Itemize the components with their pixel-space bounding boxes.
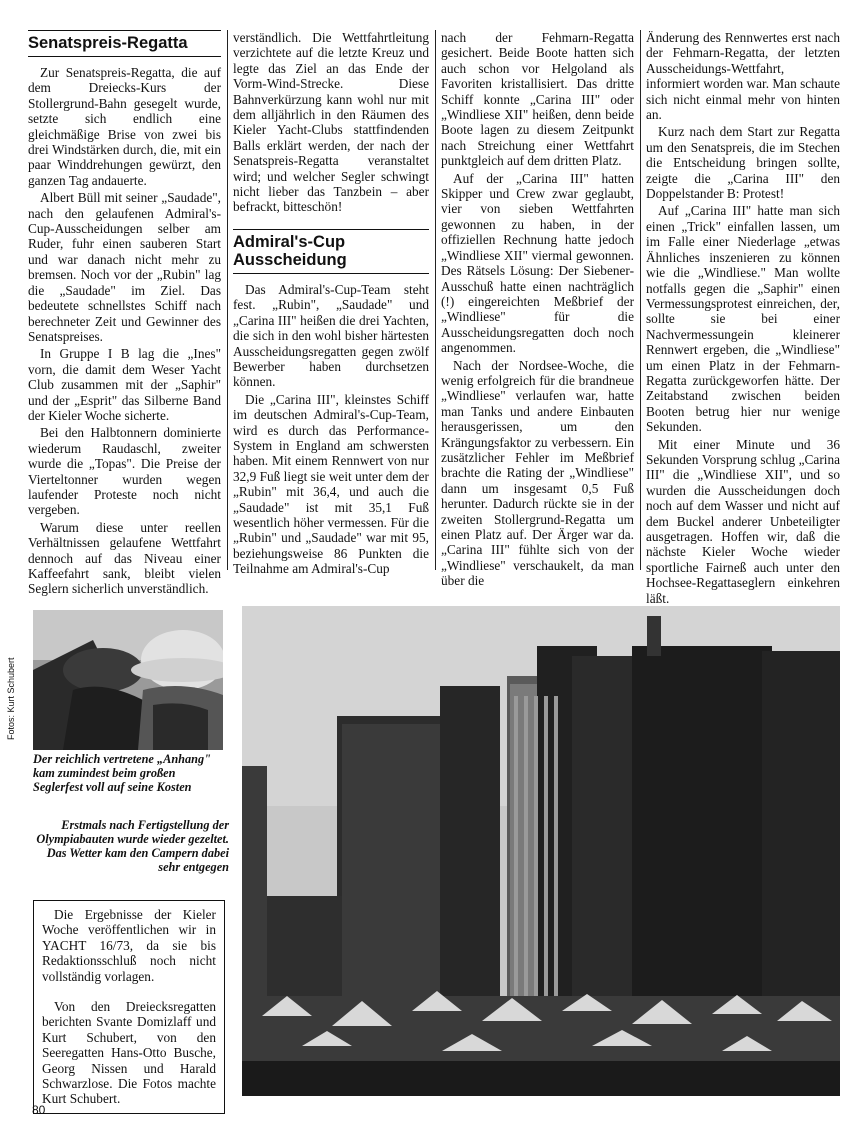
paragraph: Bei den Halbtonnern dominierte wiederum Raudaschl, zweiter wurde die „Topas". Die Preise der Vierteltonner wurden wegen laufender Proteste noch nicht vergeben. — [28, 425, 221, 518]
article-column-4 — [646, 30, 840, 606]
paragraph: Mit einer Minute und 36 Sekunden Vorsprung schlug „Carina III" die „Windliese XII", und so wurden die Ausscheidungen doch noch auf dem Wasser und nicht auf dem Buckel anderer Unbeteiligter ausgetragen. Hoffen wir, daß die nächste Kieler Woche wieder sportliche Fairneß auch unter den Hochsee-Regattaseglern einkehren läßt. — [646, 436, 840, 606]
caption-olympia: Erstmals nach Fertigstellung der Olympiabauten wurde wieder gezeltet. Das Wetter kam den Campern dabei sehr entgegen — [36, 818, 229, 874]
column-divider — [640, 30, 641, 570]
caption-spectators: Der reichlich vertretene „Anhang" kam zumindest beim großen Seglerfest voll auf seine Kosten — [33, 752, 211, 794]
photo-credit: Fotos: Kurt Schubert — [6, 657, 16, 740]
paragraph: Albert Büll mit seiner „Saudade", nach den gelaufenen Admiral's-Cup-Ausscheidungen selber am Ruder, fuhr einen sauberen Start und war danach nicht mehr zu bremsen. Noch vor der „Rubin" lag die „Saudade" im Ziel. Das bedeutete schnellstes Schiff nach berechneter Zeit und Gewinner des Senatspreises. — [28, 190, 221, 344]
paragraph: Die „Carina III", kleinstes Schiff im deutschen Admiral's-Cup-Team, wird es durch das Performance-System in England am schwersten haben. Mit einem Rennwert von nur 32,9 Fuß liegt sie weit unter dem der „Rubin" mit 36,4, und auch die „Saudade" ist mit 35,1 Fuß wesentlich höher vermessen. Für die „Rubin" und „Saudade" war mit 95, beziehungsweise 86 Punkten die Teilnahme am Admiral's-Cup — [233, 391, 429, 577]
info-paragraph: Von den Dreiecksregatten berichten Svante Domizlaff und Kurt Schubert, von den Seeregatten Hans-Otto Busche, Georg Nissen und Harald Schwarzlose. Die Fotos machte Kurt Schubert. — [42, 999, 216, 1107]
info-paragraph: Die Ergebnisse der Kieler Woche veröffentlichen wir in YACHT 16/73, da sie bis Redaktionsschluß noch nicht vollständig vorlagen. — [42, 907, 216, 984]
paragraph: Warum diese unter reellen Verhältnissen gelaufene Wettfahrt dennoch auf das Niveau einer Kaffeefahrt sank, bleibt vielen Seglern sicherlich unverständlich. — [28, 519, 221, 597]
paragraph: Auf der „Carina III" hatten Skipper und Crew zwar geglaubt, vier von sieben Wettfahrten gewonnen zu haben, in der offiziellen Rechnung hatte jedoch „Windliese XII" viermal gewonnen. Des Rätsels Lösung: Der Siebener-Ausschuß hatte einen nachträglich (!) eingereichten Meßbrief der „Windliese" für die Ausscheidungsregatten doch noch angenommen. — [441, 170, 634, 356]
column-divider — [227, 30, 228, 570]
paragraph: Nach der Nordsee-Woche, die wenig erfolgreich für die brandneue „Windliese" verlaufen war, hatte man Tanks und andere Einbauten herausgerissen, um den Krängungsfaktor zu verbessern. Ein zusätzlicher Fehler im Meßbrief brachte die Rating der „Windliese" dann um insgesamt 0,5 Fuß herunter. Dadurch rückte sie in der zweiten Stollergrund-Regatta um einen Platz auf. Der Ärger war da. „Carina III" fühlte sich von der „Windliese" verschaukelt, da man über die — [441, 357, 634, 589]
article-column-3 — [441, 30, 634, 589]
heading-admirals-cup: Admiral's-Cup Ausscheidung — [233, 229, 429, 274]
paragraph: Änderung des Rennwertes erst nach der Fehmarn-Regatta, der letzten Ausscheidungs-Wettfahrt, informiert worden war. Man schaute sich nicht einmal mehr von hinten an. — [646, 30, 840, 123]
paragraph: nach der Fehmarn-Regatta gesichert. Beide Boote hatten sich auch schon vor Helgoland als Favoriten kristallisiert. Das dritte Schiff konnte „Carina III" oder „Windliese XII" heißen, denn beide Boote lagen zu diesem Zeitpunkt nach Streichung einer Wettfahrt punktgleich auf dem dritten Platz. — [441, 30, 634, 169]
article-column-1 — [28, 30, 221, 597]
paragraph: Auf „Carina III" hatte man sich einen „Trick" einfallen lassen, um im Falle einer Niederlage „etwas Ähnliches inszenieren zu können wie die „Windliese." Man wollte notfalls gegen die „Saphir" einen Vermessungsprotest einreichen, der, sollte sie bei einer Nachvermessungein kleinerer Rennwert ergeben, die „Windliese" um einen Platz in der Fehmarn-Regatta zurückgeworfen hätte. Der Zeitabstand zwischen beiden Booten betrug hier nur wenige Sekunden. — [646, 203, 840, 435]
paragraph: Kurz nach dem Start zur Regatta um den Senatspreis, die im Stechen die Entscheidung bringen sollte, zeigte die „Carina III" den Doppelstander B: Protest! — [646, 124, 840, 202]
paragraph: Zur Senatspreis-Regatta, die auf dem Dreiecks-Kurs der Stollergrund-Bahn gesegelt wurde, setzte sich endlich eine gleichmäßige Brise von zwei bis drei Windstärken durch, die, mit ein paar Winddrehungen gewürzt, den ganzen Tag andauerte. — [28, 65, 221, 188]
photo-olympia-buildings — [242, 606, 840, 1096]
column-divider — [435, 30, 436, 570]
paragraph: In Gruppe I B lag die „Ines" vorn, die damit dem Weser Yacht Club zusammen mit der „Saphir" und der „Esprit" das Silberne Band der Kieler Woche sicherte. — [28, 346, 221, 423]
page-number: 80 — [32, 1103, 46, 1117]
info-box — [33, 900, 225, 1114]
paragraph: verständlich. Die Wettfahrtleitung verzichtete auf die letzte Kreuz und legte das Ziel an das Ende der Vorm-Wind-Strecke. Diese Bahnverkürzung kann wohl nur mit dem alljährlich in den Räumen des Kieler Yacht-Clubs stattfindenden Balls erklärt werden, der nach der Senatspreis-Regatta veranstaltet wird; und welcher Segler schwingt nicht lieber das Tanzbein – aber befrackt, bitteschön! — [233, 30, 429, 215]
article-column-2 — [233, 30, 429, 577]
photo-spectators — [33, 610, 223, 750]
photo-olympia-image — [242, 606, 840, 1096]
heading-senatspreis: Senatspreis-Regatta — [28, 30, 221, 57]
photo-spectators-image — [33, 610, 223, 750]
paragraph: Das Admiral's-Cup-Team steht fest. „Rubin", „Saudade" und „Carina III" heißen die drei Yachten, die sich in den wohl bisher härtesten Ausscheidungsregatten gegen zwölf Bewerber haben durchsetzen können. — [233, 281, 429, 390]
